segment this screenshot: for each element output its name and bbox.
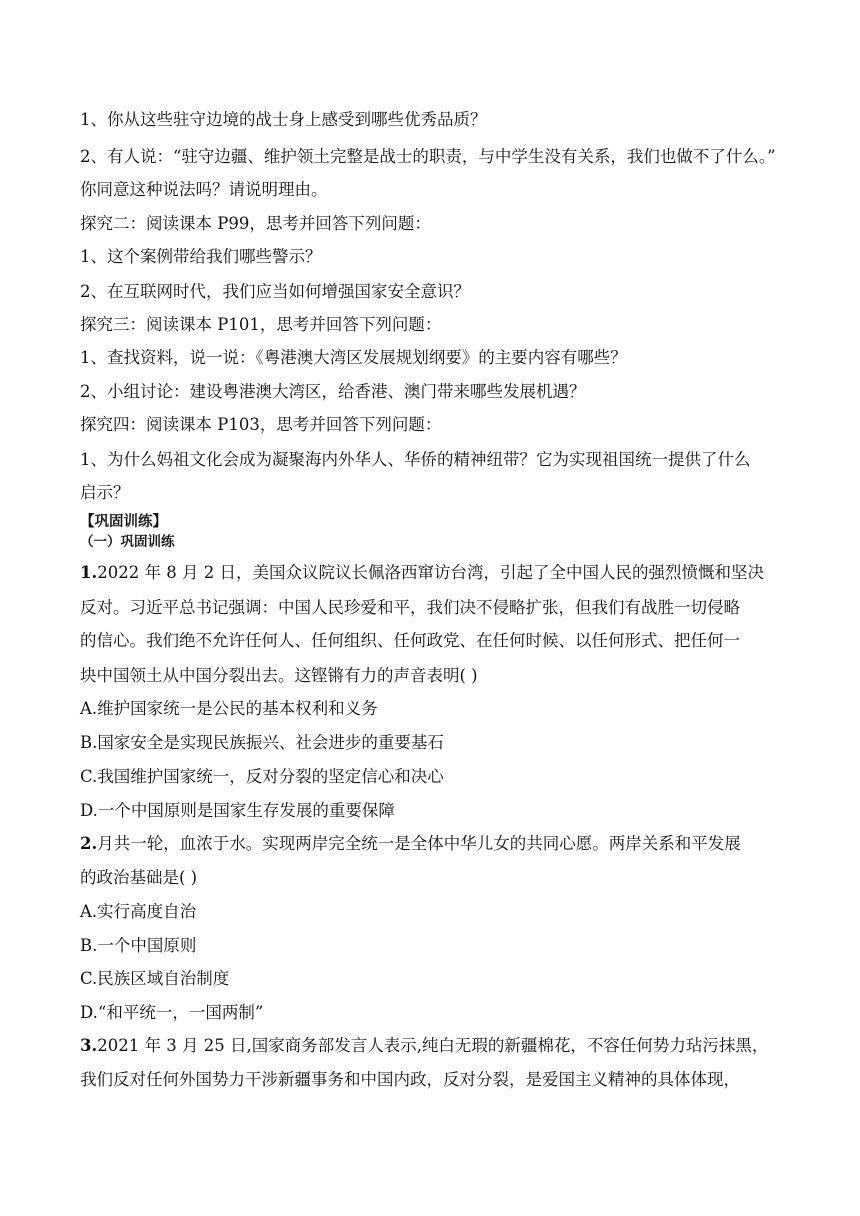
question-1-line2: 反对。习近平总书记强调：中国人民珍爱和平，我们决不侵略扩张，但我们有战胜一切侵略 xyxy=(80,598,740,617)
question-2-line1 xyxy=(80,832,741,856)
inquiry-three-q2: 2、小组讨论：建设粤港澳大湾区，给香港、澳门带来哪些发展机遇？ xyxy=(80,382,586,401)
question-3-line2: 我们反对任何外国势力干涉新疆事务和中国内政，反对分裂，是爱国主义精神的具体体现， xyxy=(80,1070,740,1089)
question-3-line1 xyxy=(80,1034,768,1058)
inquiry-two-title: 探究二：阅读课本 P99，思考并回答下列问题： xyxy=(80,214,431,233)
question-1-option-c: C.我国维护国家统一，反对分裂的坚定信心和决心 xyxy=(80,767,444,786)
question-1-option-a: A.维护国家统一是公民的基本权利和义务 xyxy=(80,699,378,718)
section-heading: 【巩固训练】 xyxy=(80,514,167,530)
question-1-line1 xyxy=(80,561,764,585)
inquiry-four-q1-line1: 1、为什么妈祖文化会成为凝聚海内外华人、华侨的精神纽带？它为实现祖国统一提供了什么 xyxy=(80,450,751,469)
inquiry-one-q1: 1、你从这些驻守边境的战士身上感受到哪些优秀品质？ xyxy=(80,110,487,129)
question-1-option-b: B.国家安全是实现民族振兴、社会进步的重要基石 xyxy=(80,733,444,752)
question-text: 2022 年 8 月 2 日，美国众议院议长佩洛西窜访台湾，引起了全中国人民的强烈愤慨和坚决 xyxy=(97,563,764,582)
inquiry-four-title: 探究四：阅读课本 P103，思考并回答下列问题： xyxy=(80,415,442,434)
question-2-line2: 的政治基础是( ) xyxy=(80,868,198,887)
inquiry-three-q1: 1、查找资料，说一说：《粤港澳大湾区发展规划纲要》的主要内容有哪些？ xyxy=(80,348,627,367)
inquiry-four-q1-line2: 启示？ xyxy=(80,483,130,502)
subsection-heading: （一）巩固训练 xyxy=(80,534,175,550)
question-text: 月共一轮，血浓于水。实现两岸完全统一是全体中华儿女的共同心愿。两岸关系和平发展 xyxy=(97,834,741,853)
question-number: 1. xyxy=(80,563,98,582)
question-number: 3. xyxy=(80,1036,98,1055)
question-2-option-c: C.民族区域自治制度 xyxy=(80,969,230,988)
question-text: 2021 年 3 月 25 日,国家商务部发言人表示,纯白无瑕的新疆棉花，不容任何势力玷污抹黑， xyxy=(97,1036,769,1055)
inquiry-two-q2: 2、在互联网时代，我们应当如何增强国家安全意识？ xyxy=(80,282,470,301)
inquiry-one-q2-line2: 你同意这种说法吗？请说明理由。 xyxy=(80,180,328,199)
inquiry-three-title: 探究三：阅读课本 P101，思考并回答下列问题： xyxy=(80,315,442,334)
question-1-line3: 的信心。我们绝不允许任何人、任何组织、任何政党、在任何时候、以任何形式、把任何一 xyxy=(80,631,740,650)
question-1-option-d: D.一个中国原则是国家生存发展的重要保障 xyxy=(80,801,395,820)
inquiry-two-q1: 1、这个案例带给我们哪些警示？ xyxy=(80,247,322,266)
inquiry-one-q2-line1: 2、有人说：“驻守边疆、维护领土完整是战士的职责，与中学生没有关系，我们也做不了什么。” xyxy=(80,147,776,166)
question-2-option-a: A.实行高度自治 xyxy=(80,902,197,921)
question-1-line4: 块中国领土从中国分裂出去。这铿锵有力的声音表明( ) xyxy=(80,666,478,685)
question-2-option-d: D.“和平统一，一国两制” xyxy=(80,1003,264,1022)
question-number: 2. xyxy=(80,834,98,853)
question-2-option-b: B.一个中国原则 xyxy=(80,936,197,955)
